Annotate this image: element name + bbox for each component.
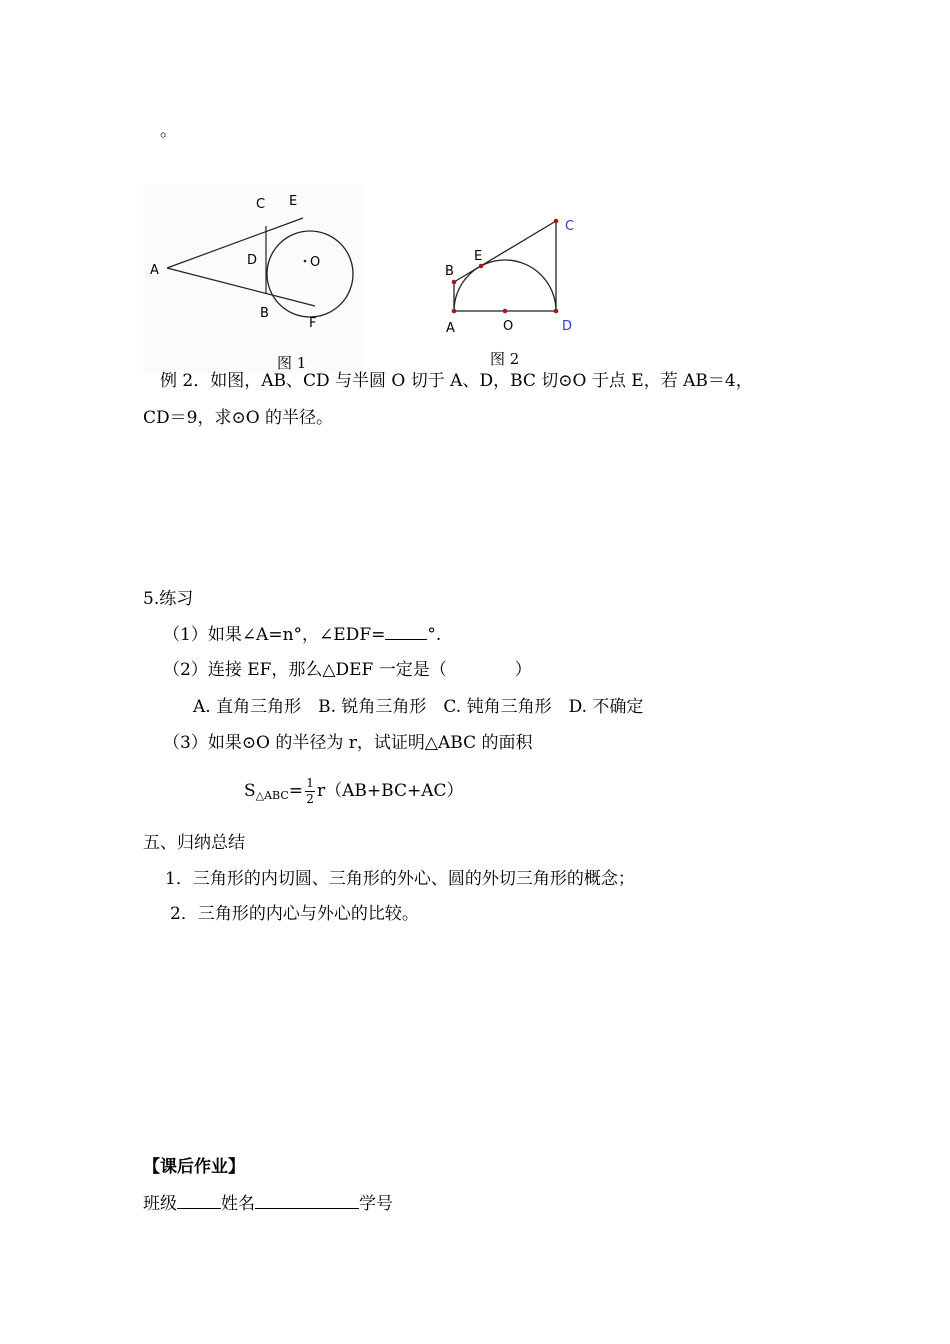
label-o: O	[503, 319, 514, 334]
practice-q3: （3）如果⊙O 的半径为 r，试证明△ABC 的面积	[163, 733, 533, 753]
fraction-denominator: 2	[306, 791, 314, 806]
point-e	[479, 264, 484, 269]
example-2-line-2: CD＝9，求⊙O 的半径。	[143, 408, 334, 428]
homework-heading: 【课后作业】	[143, 1157, 245, 1177]
formula-s: S	[244, 781, 256, 801]
label-b: B	[260, 306, 269, 321]
formula-subscript: △ABC	[255, 789, 289, 802]
fraction-numerator: 1	[306, 775, 314, 790]
label-f: F	[309, 316, 317, 331]
class-field[interactable]	[177, 1192, 221, 1209]
summary-heading: 五、归纳总结	[143, 833, 245, 853]
student-info-row	[143, 1192, 393, 1215]
name-label: 姓名	[221, 1194, 255, 1214]
practice-heading: 5.练习	[143, 589, 194, 609]
label-b: B	[445, 264, 454, 279]
label-c: C	[256, 197, 266, 212]
center-o-dot	[304, 260, 307, 263]
figure-1	[143, 184, 363, 374]
class-label: 班级	[143, 1194, 177, 1214]
name-field[interactable]	[255, 1192, 359, 1209]
practice-q1	[163, 623, 441, 646]
point-c	[554, 219, 559, 224]
label-o: O	[310, 255, 321, 270]
practice-q2: （2）连接 EF，那么△DEF 一定是（ ）	[163, 660, 532, 680]
label-e: E	[289, 194, 298, 209]
label-d: D	[562, 319, 573, 334]
point-o	[503, 309, 508, 314]
label-c: C	[565, 219, 575, 234]
id-label: 学号	[359, 1194, 393, 1214]
top-mark: 。	[160, 121, 177, 141]
practice-q1-unit: °.	[427, 625, 442, 645]
tangent-line-ae	[167, 218, 303, 268]
area-formula	[244, 776, 464, 811]
tangent-line-af	[167, 268, 315, 306]
point-a	[452, 309, 457, 314]
label-a: A	[446, 321, 455, 336]
figure-2-diagram	[436, 208, 586, 338]
practice-q1-blank[interactable]	[385, 623, 427, 640]
summary-item-2: 2．三角形的内心与外心的比较。	[170, 904, 419, 924]
label-a: A	[150, 263, 159, 278]
figure-1-caption: 图 1	[277, 354, 307, 372]
figure-1-diagram	[143, 184, 363, 374]
point-b	[452, 280, 457, 285]
practice-q1-text: （1）如果∠A=n°，∠EDF=	[163, 625, 386, 645]
formula-fraction	[304, 777, 316, 807]
figure-2-caption: 图 2	[490, 350, 520, 368]
figure-2	[436, 208, 586, 338]
practice-q2-options: A. 直角三角形 B. 锐角三角形 C. 钝角三角形 D. 不确定	[193, 697, 644, 717]
formula-equals: =	[288, 781, 304, 801]
example-2-line-1: 例 2．如图，AB、CD 与半圆 O 切于 A、D，BC 切⊙O 于点 E，若 AB＝4，	[160, 371, 753, 391]
segment-bc	[454, 221, 556, 282]
label-d: D	[247, 253, 258, 268]
formula-rest: r（AB+BC+AC）	[317, 781, 464, 801]
summary-item-1: 1．三角形的内切圆、三角形的外心、圆的外切三角形的概念；	[165, 869, 635, 889]
label-e: E	[474, 249, 483, 264]
point-d	[554, 309, 559, 314]
semicircle-o	[454, 260, 556, 311]
